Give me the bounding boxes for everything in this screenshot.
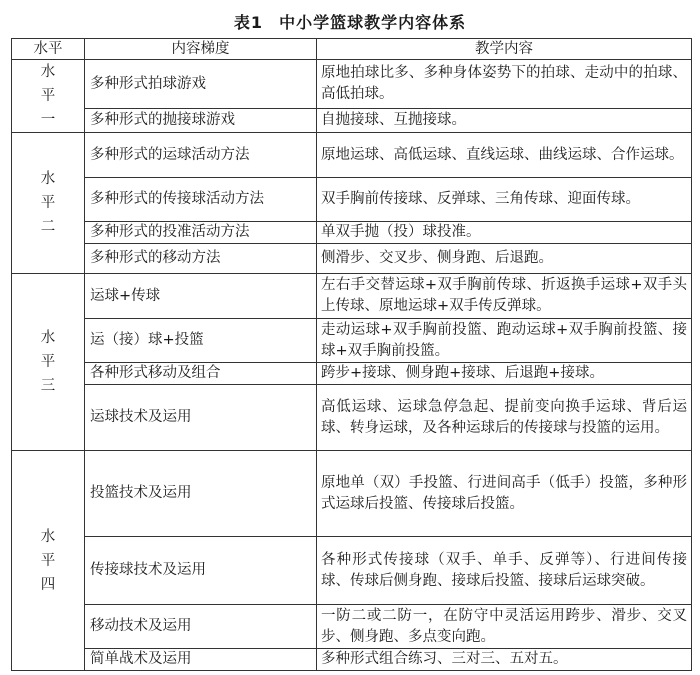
table-row bbox=[12, 385, 692, 451]
table-row bbox=[12, 244, 692, 274]
teaching-cell: 自抛接球、互抛接球。 bbox=[317, 109, 692, 133]
table-number: 表1 bbox=[233, 13, 264, 32]
table-row bbox=[12, 133, 692, 178]
teaching-cell: 高低运球、运球急停急起、提前变向换手运球、背后运球、转身运球，及各种运球后的传接球与投篮的运用。 bbox=[317, 385, 692, 451]
content-cell: 多种形式的抛接球游戏 bbox=[85, 109, 317, 133]
header-row bbox=[12, 39, 692, 60]
content-cell: 移动技术及运用 bbox=[85, 605, 317, 649]
content-table bbox=[11, 38, 692, 671]
content-cell: 简单战术及运用 bbox=[85, 649, 317, 671]
teaching-cell: 单双手抛（投）球投准。 bbox=[317, 222, 692, 244]
content-cell: 多种形式的运球活动方法 bbox=[85, 133, 317, 178]
teaching-cell: 走动运球+双手胸前投篮、跑动运球+双手胸前投篮、接球+双手胸前投篮。 bbox=[317, 319, 692, 363]
teaching-cell: 双手胸前传接球、反弹球、三角传球、迎面传球。 bbox=[317, 178, 692, 222]
content-cell: 多种形式的传接球活动方法 bbox=[85, 178, 317, 222]
table-row bbox=[12, 222, 692, 244]
header-content: 内容梯度 bbox=[85, 39, 317, 60]
content-cell: 投篮技术及运用 bbox=[85, 451, 317, 537]
table-row bbox=[12, 319, 692, 363]
level-cell: 水 平 三 bbox=[12, 274, 85, 451]
table-title: 中小学篮球教学内容体系 bbox=[279, 13, 467, 32]
table-row bbox=[12, 60, 692, 109]
content-cell: 各种形式移动及组合 bbox=[85, 363, 317, 385]
teaching-cell: 原地单（双）手投篮、行进间高手（低手）投篮，多种形式运球后投篮、传接球后投篮。 bbox=[317, 451, 692, 537]
content-cell: 运球技术及运用 bbox=[85, 385, 317, 451]
teaching-cell: 侧滑步、交叉步、侧身跑、后退跑。 bbox=[317, 244, 692, 274]
content-cell: 运球+传球 bbox=[85, 274, 317, 319]
teaching-cell: 跨步+接球、侧身跑+接球、后退跑+接球。 bbox=[317, 363, 692, 385]
table-row bbox=[12, 537, 692, 605]
content-cell: 多种形式的投准活动方法 bbox=[85, 222, 317, 244]
table-row bbox=[12, 109, 692, 133]
content-cell: 多种形式拍球游戏 bbox=[85, 60, 317, 109]
table-caption bbox=[0, 10, 700, 33]
table-row bbox=[12, 178, 692, 222]
teaching-cell: 多种形式组合练习、三对三、五对五。 bbox=[317, 649, 692, 671]
table-row bbox=[12, 363, 692, 385]
content-cell: 运（接）球+投篮 bbox=[85, 319, 317, 363]
level-cell: 水 平 一 bbox=[12, 60, 85, 133]
header-teaching: 教学内容 bbox=[317, 39, 692, 60]
table-row bbox=[12, 605, 692, 649]
table-row bbox=[12, 649, 692, 671]
table-row bbox=[12, 274, 692, 319]
teaching-cell: 各种形式传接球（双手、单手、反弹等）、行进间传接球、传球后侧身跑、接球后投篮、接球后运球突破。 bbox=[317, 537, 692, 605]
teaching-cell: 左右手交替运球+双手胸前传球、折返换手运球+双手头上传球、原地运球+双手传反弹球。 bbox=[317, 274, 692, 319]
content-cell: 多种形式的移动方法 bbox=[85, 244, 317, 274]
teaching-cell: 一防二或二防一，在防守中灵活运用跨步、滑步、交叉步、侧身跑、多点变向跑。 bbox=[317, 605, 692, 649]
content-cell: 传接球技术及运用 bbox=[85, 537, 317, 605]
teaching-cell: 原地运球、高低运球、直线运球、曲线运球、合作运球。 bbox=[317, 133, 692, 178]
header-level: 水平 bbox=[12, 39, 85, 60]
level-cell: 水 平 二 bbox=[12, 133, 85, 274]
level-cell: 水 平 四 bbox=[12, 451, 85, 671]
teaching-cell: 原地拍球比多、多种身体姿势下的拍球、走动中的拍球、高低拍球。 bbox=[317, 60, 692, 109]
table-row bbox=[12, 451, 692, 537]
